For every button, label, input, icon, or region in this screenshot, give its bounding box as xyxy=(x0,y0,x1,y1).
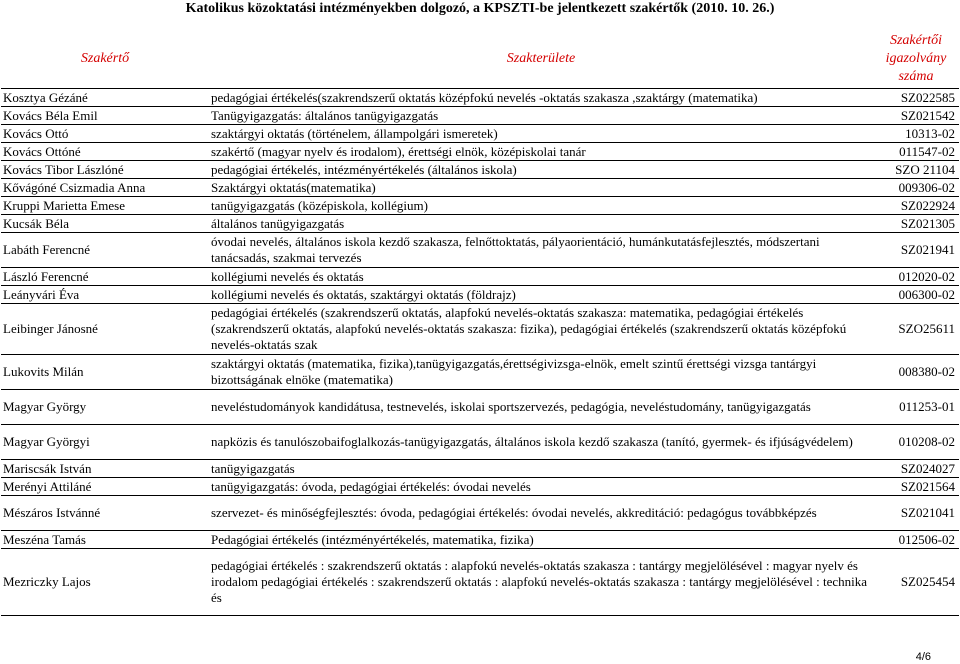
expert-area: tanügyigazgatás xyxy=(209,460,873,478)
table-row xyxy=(1,233,959,268)
table-row xyxy=(1,125,959,143)
table-row xyxy=(1,268,959,286)
table-row xyxy=(1,197,959,215)
expert-id: SZ022585 xyxy=(873,89,959,107)
expert-name: Leibinger Jánosné xyxy=(1,304,209,355)
expert-id: 010208-02 xyxy=(873,425,959,460)
expert-id: 008380-02 xyxy=(873,355,959,390)
header-area: Szakterülete xyxy=(209,29,873,89)
table-row xyxy=(1,107,959,125)
expert-area: tanügyigazgatás (középiskola, kollégium) xyxy=(209,197,873,215)
expert-name: Mariscsák István xyxy=(1,460,209,478)
expert-name: Kosztya Gézáné xyxy=(1,89,209,107)
expert-area: szaktárgyi oktatás (történelem, állampolgári ismeretek) xyxy=(209,125,873,143)
expert-area: pedagógiai értékelés(szakrendszerű oktatás középfokú nevelés -oktatás szakasza ,szaktárgy (matematika) xyxy=(209,89,873,107)
expert-id: SZO25611 xyxy=(873,304,959,355)
expert-name: Mezriczky Lajos xyxy=(1,549,209,616)
expert-id: SZ021305 xyxy=(873,215,959,233)
expert-name: Labáth Ferencné xyxy=(1,233,209,268)
expert-area: napközis és tanulószobaifoglalkozás-tanügyigazgatás, általános iskola kezdő szakasza (tanító, gyermek- és ifjúságvédelem) xyxy=(209,425,873,460)
expert-area: szervezet- és minőségfejlesztés: óvoda, pedagógiai értékelés: óvodai nevelés, akkreditáció: pedagógus továbbképzés xyxy=(209,496,873,531)
table-row xyxy=(1,390,959,425)
expert-id: 011253-01 xyxy=(873,390,959,425)
expert-name: László Ferencné xyxy=(1,268,209,286)
expert-id: SZO 21104 xyxy=(873,161,959,179)
expert-name: Magyar György xyxy=(1,390,209,425)
expert-area: szaktárgyi oktatás (matematika, fizika),tanügyigazgatás,érettségivizsga-elnök, emelt szintű érettségi vizsga tantárgyi bizottságának elnöke (matematika) xyxy=(209,355,873,390)
document-title: Katolikus közoktatási intézményekben dolgozó, a KPSZTI-be jelentkezett szakértők (2010. 10. 26.) xyxy=(185,1,775,16)
expert-name: Kruppi Marietta Emese xyxy=(1,197,209,215)
expert-name: Leányvári Éva xyxy=(1,286,209,304)
page-number: 4/6 xyxy=(915,651,931,663)
expert-id: SZ021542 xyxy=(873,107,959,125)
expert-name: Kovács Ottó xyxy=(1,125,209,143)
table-row xyxy=(1,496,959,531)
expert-area: tanügyigazgatás: óvoda, pedagógiai értékelés: óvodai nevelés xyxy=(209,478,873,496)
expert-name: Mészáros Istvánné xyxy=(1,496,209,531)
expert-name: Lukovits Milán xyxy=(1,355,209,390)
expert-area: általános tanügyigazgatás xyxy=(209,215,873,233)
expert-name: Merényi Attiláné xyxy=(1,478,209,496)
table-row xyxy=(1,215,959,233)
expert-id: SZ021564 xyxy=(873,478,959,496)
table-row xyxy=(1,460,959,478)
expert-area: kollégiumi nevelés és oktatás, szaktárgyi oktatás (földrajz) xyxy=(209,286,873,304)
table-row xyxy=(1,179,959,197)
expert-area: neveléstudományok kandidátusa, testnevelés, iskolai sportszervezés, pedagógia, neveléstudomány, tanügyigazgatás xyxy=(209,390,873,425)
expert-area: óvodai nevelés, általános iskola kezdő szakasza, felnőttoktatás, pályaorientáció, humánkutatásfejlesztés, módszertani tanácsadás, szakmai tervezés xyxy=(209,233,873,268)
expert-area: kollégiumi nevelés és oktatás xyxy=(209,268,873,286)
table-row xyxy=(1,143,959,161)
expert-name: Meszéna Tamás xyxy=(1,531,209,549)
table-row xyxy=(1,531,959,549)
expert-id: SZ022924 xyxy=(873,197,959,215)
table-row xyxy=(1,89,959,107)
expert-id: 009306-02 xyxy=(873,179,959,197)
expert-id: 012506-02 xyxy=(873,531,959,549)
expert-area: szakértő (magyar nyelv és irodalom), érettségi elnök, középiskolai tanár xyxy=(209,143,873,161)
expert-name: Kovács Béla Emil xyxy=(1,107,209,125)
expert-id: 011547-02 xyxy=(873,143,959,161)
table-row xyxy=(1,304,959,355)
expert-id: SZ024027 xyxy=(873,460,959,478)
expert-id: 012020-02 xyxy=(873,268,959,286)
table-row xyxy=(1,549,959,616)
table-row xyxy=(1,478,959,496)
header-expert: Szakértő xyxy=(1,29,209,89)
header-id-line1: Szakértői xyxy=(889,32,943,48)
expert-id: 006300-02 xyxy=(873,286,959,304)
table-row xyxy=(1,286,959,304)
expert-area: Pedagógiai értékelés (intézményértékelés, matematika, fizika) xyxy=(209,531,873,549)
table-row xyxy=(1,425,959,460)
expert-name: Kucsák Béla xyxy=(1,215,209,233)
header-id-line3: száma xyxy=(898,68,934,84)
expert-name: Kovács Tibor Lászlóné xyxy=(1,161,209,179)
expert-area: Szaktárgyi oktatás(matematika) xyxy=(209,179,873,197)
expert-id: SZ021941 xyxy=(873,233,959,268)
expert-area: pedagógiai értékelés : szakrendszerű oktatás : alapfokú nevelés-oktatás szakasza : tantárgy megjelölésével : magyar nyelv és irodalom pedagógiai értékelés : szakrendszerű oktatás : alapfokú nevelés-oktatás szakasza : tantárgy megjelölésével : technika és xyxy=(209,549,873,616)
header-id-line2: igazolvány xyxy=(885,50,947,66)
expert-id: 10313-02 xyxy=(873,125,959,143)
table-row xyxy=(1,355,959,390)
expert-area: pedagógiai értékelés (szakrendszerű oktatás, alapfokú nevelés-oktatás szakasza: matematika, pedagógiai értékelés (szakrendszerű oktatás, alapfokú nevelés-oktatás szakasza: fizika), pedagógiai értékelés (szakrendszerű oktatás középfokú nevelés-oktatás szak xyxy=(209,304,873,355)
experts-table xyxy=(1,29,959,616)
expert-name: Magyar Györgyi xyxy=(1,425,209,460)
expert-area: pedagógiai értékelés, intézményértékelés (általános iskola) xyxy=(209,161,873,179)
expert-area: Tanügyigazgatás: általános tanügyigazgatás xyxy=(209,107,873,125)
expert-name: Kovács Ottóné xyxy=(1,143,209,161)
expert-name: Kővágóné Csizmadia Anna xyxy=(1,179,209,197)
expert-id: SZ021041 xyxy=(873,496,959,531)
header-id xyxy=(873,29,959,89)
table-row xyxy=(1,161,959,179)
table-header-row xyxy=(1,29,959,89)
expert-id: SZ025454 xyxy=(873,549,959,616)
